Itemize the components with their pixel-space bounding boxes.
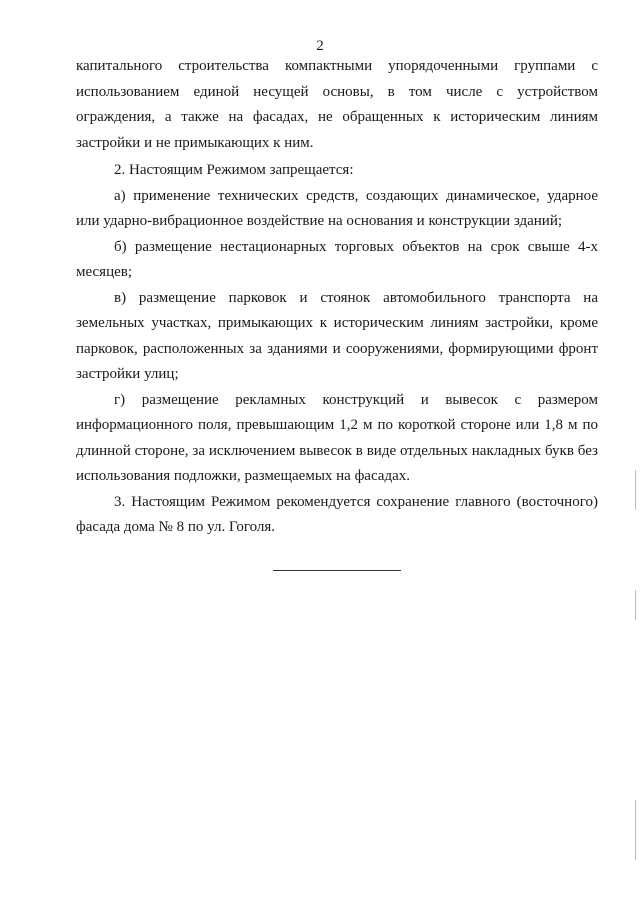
section-2-item-d: г) размещение рекламных конструкций и вывесок с размером информационного поля, превышающим 1,2 м по короткой стороне или 1,8 м по длинной стороне, за исключением вывесок в виде отдельных накладных букв без использования подложки, размещаемых на фасадах. bbox=[76, 391, 598, 484]
scan-edge-mark bbox=[635, 590, 636, 620]
continuation-paragraph: капитального строительства компактными упорядоченными группами с использованием единой несущей основы, в том числе с устройством ограждения, а также на фасадах, не обращенных к историческим линиям застройки и не примыкающих к ним. bbox=[76, 58, 598, 151]
page-number: 2 bbox=[316, 38, 324, 54]
closing-divider-line bbox=[273, 570, 401, 571]
main-text bbox=[76, 158, 598, 541]
scan-edge-mark bbox=[635, 470, 636, 510]
section-2-heading: 2. Настоящим Режимом запрещается: bbox=[114, 162, 354, 178]
scan-edge-mark bbox=[635, 800, 636, 860]
continuation-block bbox=[76, 54, 598, 156]
section-2-item-c: в) размещение парковок и стоянок автомобильного транспорта на земельных участках, примыкающих к историческим линиям застройки, кроме парковок, расположенных за зданиями и сооружениями, формирующими фронт застройки улиц; bbox=[76, 289, 598, 382]
section-2-item-b: б) размещение нестационарных торговых объектов на срок свыше 4-х месяцев; bbox=[76, 238, 598, 280]
section-2-item-a: а) применение технических средств, создающих динамическое, ударное или ударно-вибрационное воздействие на основания и конструкции зданий; bbox=[76, 187, 598, 229]
section-3-paragraph: 3. Настоящим Режимом рекомендуется сохранение главного (восточного) фасада дома № 8 по ул. Гоголя. bbox=[76, 493, 598, 535]
